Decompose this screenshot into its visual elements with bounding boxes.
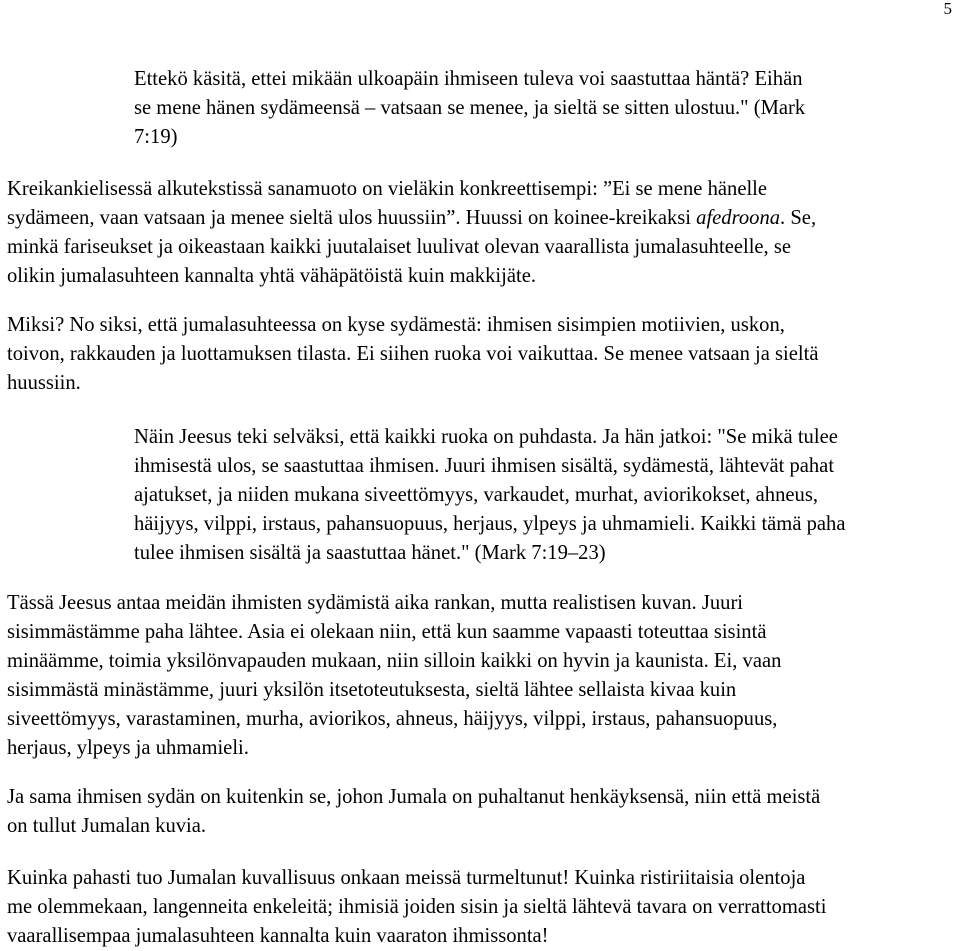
text-line: Kuinka pahasti tuo Jumalan kuvallisuus onkaan meissä turmeltunut! Kuinka ristiriitaisia olentoja	[7, 867, 806, 889]
text-line: Ja sama ihmisen sydän on kuitenkin se, johon Jumala on puhaltanut henkäyksensä, niin että meistä	[7, 786, 821, 808]
page-number: 5	[943, 0, 952, 18]
greek-term: afedroona	[696, 207, 781, 229]
text-line: on tullut Jumalan kuvia.	[7, 815, 207, 837]
text-line: Ettekö käsitä, ettei mikään ulkoapäin ihmiseen tuleva voi saastuttaa häntä? Eihän	[134, 68, 803, 90]
text-segment: sydämeen, vaan vatsaan ja menee sieltä ulos huussiin”. Huussi on koinee-kreikaksi	[7, 207, 697, 229]
text-line: herjaus, ylpeys ja uhmamieli.	[7, 737, 249, 759]
text-line-with-italic	[7, 204, 816, 233]
text-line: Näin Jeesus teki selväksi, että kaikki ruoka on puhdasta. Ja hän jatkoi: "Se mikä tulee	[134, 426, 838, 448]
text-line: Tässä Jeesus antaa meidän ihmisten sydämistä aika rankan, mutta realistisen kuvan. Juuri	[7, 592, 744, 614]
text-line: me olemmekaan, langenneita enkeleitä; ihmisiä joiden sisin ja sieltä lähtevä tavara on verrattomasti	[7, 896, 827, 918]
text-line: se mene hänen sydämeensä – vatsaan se menee, ja sieltä se sitten ulostuu." (Mark	[134, 97, 806, 119]
text-line: minäämme, toimia yksilönvapauden mukaan, niin silloin kaikki on hyvin ja kaunista. Ei, vaan	[7, 650, 782, 672]
bible-quote-mark-7-19	[134, 65, 805, 152]
text-line: toivon, rakkauden ja luottamuksen tilasta. Ei siihen ruoka voi vaikuttaa. Se menee vatsaan ja sieltä	[7, 343, 819, 365]
text-line: Kreikankielisessä alkutekstissä sanamuoto on vieläkin konkreettisempi: ”Ei se mene hänelle	[7, 178, 768, 200]
text-line: häijyys, vilppi, irstaus, pahansuopuus, herjaus, ylpeys ja uhmamieli. Kaikki tämä paha	[134, 513, 846, 535]
text-line: ajatukset, ja niiden mukana siveettömyys, varkaudet, murhat, aviorikokset, ahneus,	[134, 484, 818, 506]
paragraph-human-heart	[7, 589, 781, 763]
text-line: tulee ihmisen sisältä ja saastuttaa hänet." (Mark 7:19–23)	[134, 542, 606, 564]
paragraph-corrupted	[7, 864, 826, 951]
text-line: sisimmästä minästämme, juuri yksilön itsetoteutuksesta, sieltä lähtee sellaista kivaa kuin	[7, 679, 737, 701]
bible-quote-mark-7-19-23	[134, 423, 846, 568]
text-line: sisimmästämme paha lähtee. Asia ei olekaan niin, että kun saamme vapaasti toteuttaa sisintä	[7, 621, 767, 643]
paragraph-image-of-god	[7, 783, 820, 841]
paragraph-greek-original	[7, 175, 816, 291]
text-line: ihmisestä ulos, se saastuttaa ihmisen. Juuri ihmisen sisältä, sydämestä, lähtevät pahat	[134, 455, 835, 477]
text-line: huussiin.	[7, 372, 81, 394]
text-line: Miksi? No siksi, että jumalasuhteessa on kyse sydämestä: ihmisen sisimpien motiivien, uskon,	[7, 314, 785, 336]
text-line: olikin jumalasuhteen kannalta yhtä vähäpätöistä kuin makkijäte.	[7, 265, 536, 287]
text-segment: . Se,	[780, 207, 817, 229]
text-line: vaarallisempaa jumalasuhteen kannalta kuin vaaraton ihmissonta!	[7, 925, 549, 947]
paragraph-why	[7, 311, 819, 398]
text-line: siveettömyys, varastaminen, murha, aviorikos, ahneus, häijyys, vilppi, irstaus, pahansuopuus,	[7, 708, 778, 730]
text-line: minkä fariseukset ja oikeastaan kaikki juutalaiset luulivat olevan vaarallista jumalasuhteelle, se	[7, 236, 792, 258]
text-line: 7:19)	[134, 126, 178, 148]
